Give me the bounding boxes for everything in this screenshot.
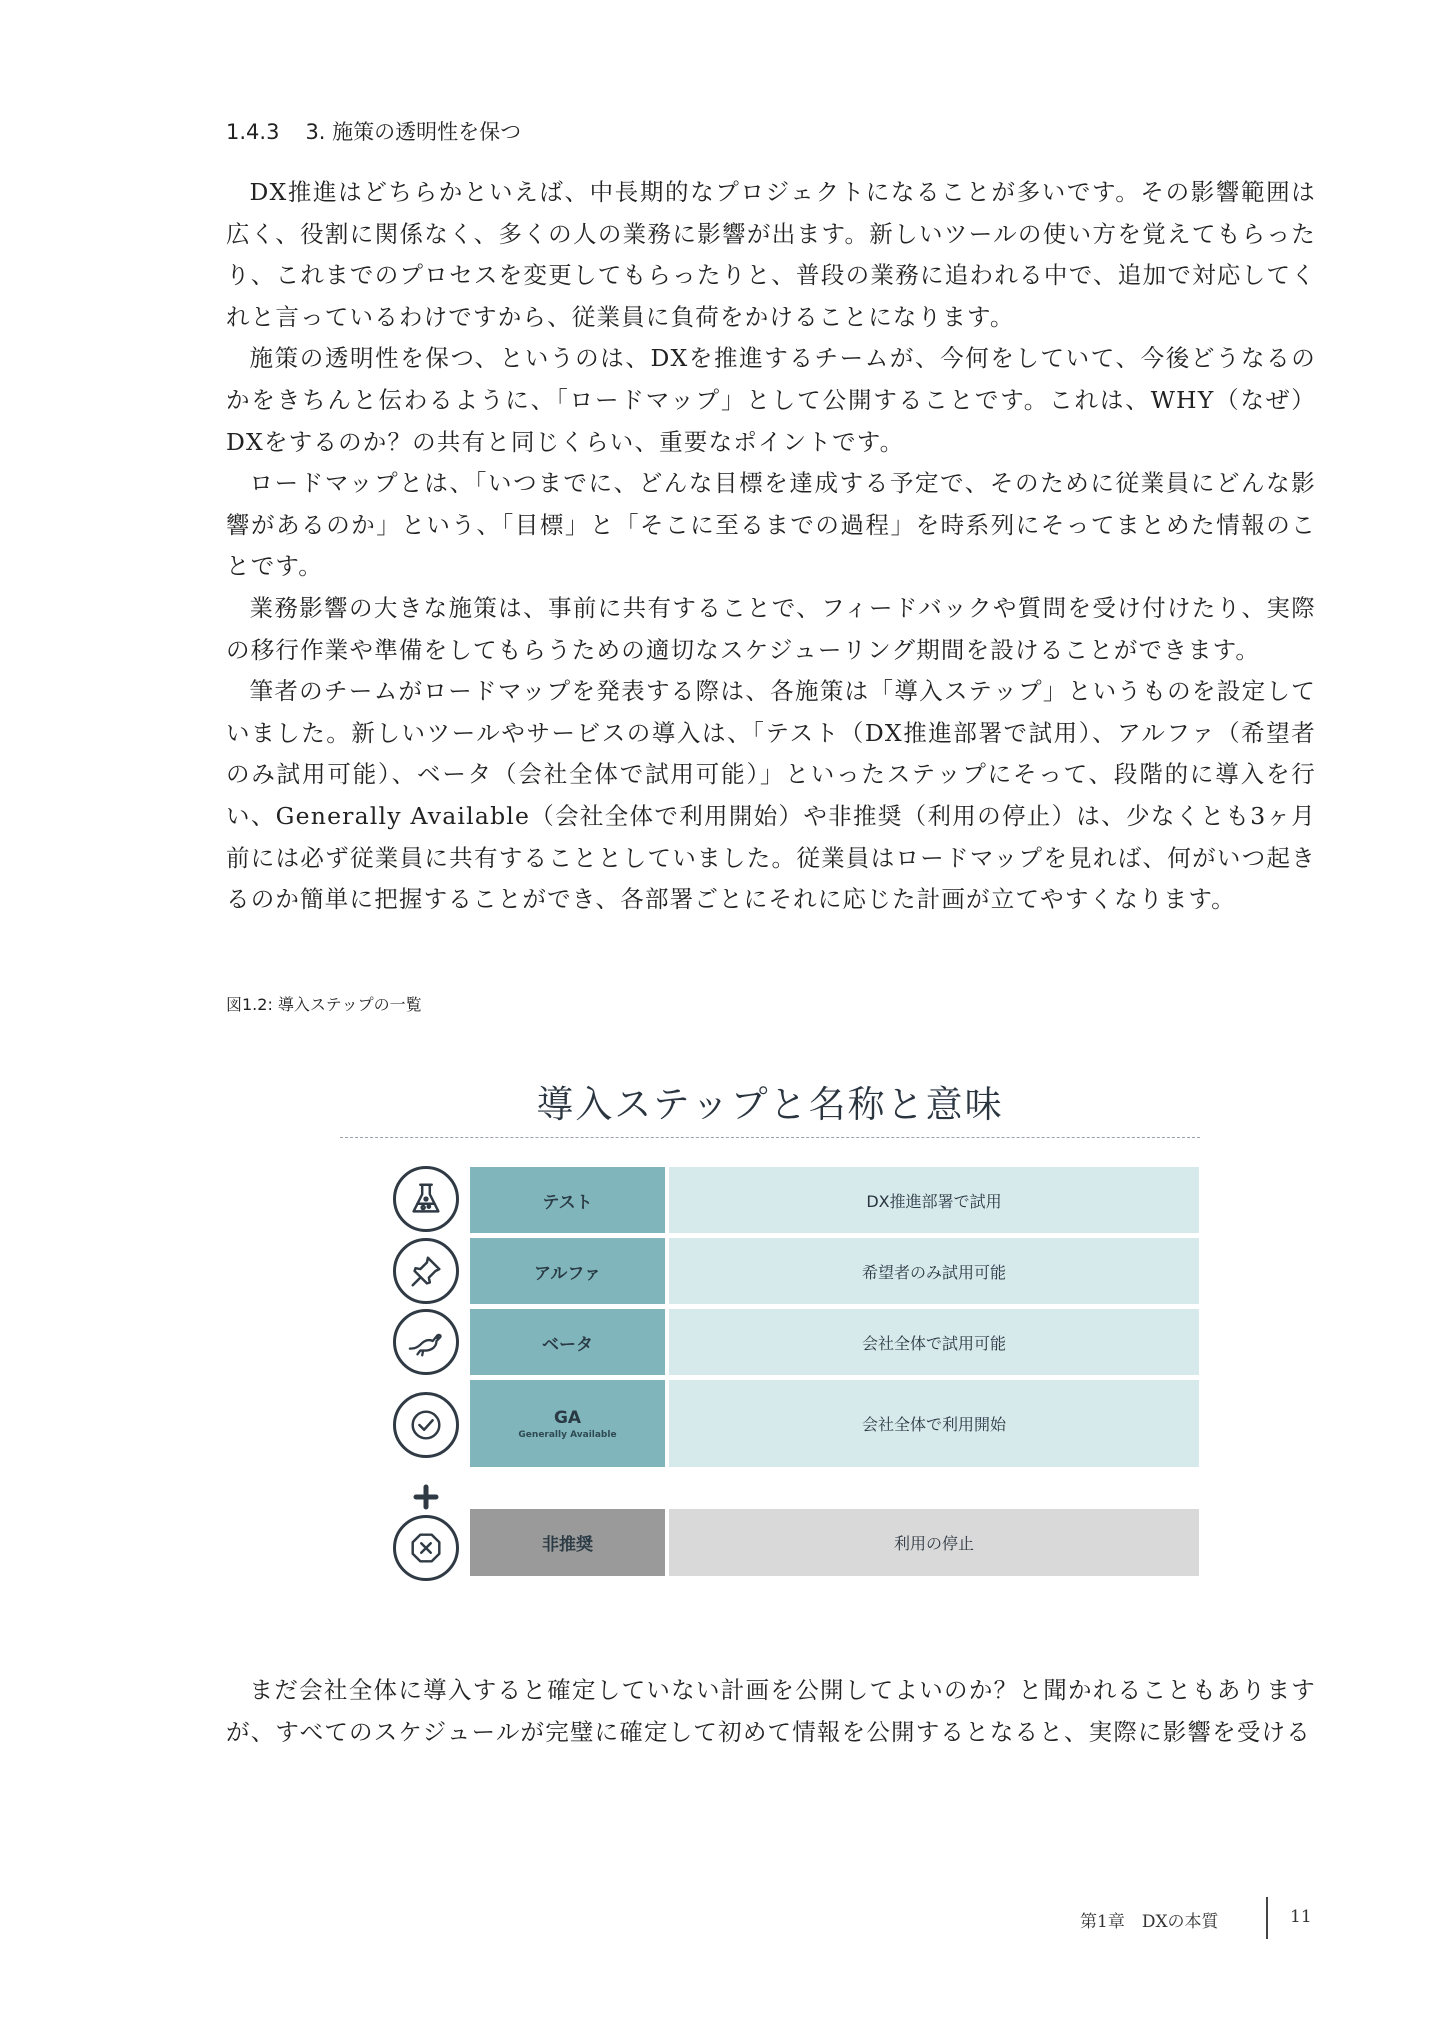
body-text-top (226, 172, 1316, 921)
step-meaning-beta: 会社全体で試用可能 (669, 1309, 1199, 1375)
step-label-test: テスト (470, 1167, 665, 1233)
paragraph: まだ会社全体に導入すると確定していない計画を公開してよいのか？と聞かれることもありますが、すべてのスケジュールが完璧に確定して初めて情報を公開するとなると、実際に影響を受ける (226, 1676, 1316, 1746)
paragraph: 筆者のチームがロードマップを発表する際は、各施策は「導入ステップ」というものを設定していました。新しいツールやサービスの導入は、「テスト（DX推進部署で試用）、アルファ（希望者のみ試用可能）、ベータ（会社全体で試用可能）」といったステップにそって、段階的に導入を行い、Generally Available（会社全体で利用開始）や非推奨（利用の停止）は、少なくとも3ヶ月前には必ず従業員に共有することとしていました。従業員はロードマップを見れば、何がいつ起きるのか簡単に把握することができ、各部署ごとにそれに応じた計画が立てやすくなります。 (226, 677, 1316, 914)
footer-chapter: 第1章 DXの本質 (1080, 1912, 1219, 1932)
x-octagon-icon (393, 1515, 459, 1581)
pushpin-icon (393, 1238, 459, 1304)
step-meaning-deprecated: 利用の停止 (669, 1509, 1199, 1576)
page-number: 11 (1290, 1907, 1312, 1927)
step-label-ga-sub: Generally Available (518, 1429, 617, 1440)
body-text-bottom (226, 1670, 1316, 1753)
flask-icon (393, 1166, 459, 1232)
step-label-beta: ベータ (470, 1309, 665, 1375)
paragraph: DX推進はどちらかといえば、中長期的なプロジェクトになることが多いです。その影響範囲は広く、役割に関係なく、多くの人の業務に影響が出ます。新しいツールの使い方を覚えてもらったり、これまでのプロセスを変更してもらったりと、普段の業務に追われる中で、追加で対応してくれと言っているわけですから、従業員に負荷をかけることになります。 (226, 178, 1316, 331)
section-number: 1.4.3 (226, 120, 280, 144)
plus-icon (413, 1484, 439, 1510)
figure-title: 導入ステップと名称と意味 (536, 1083, 1004, 1126)
paragraph: 施策の透明性を保つ、というのは、DXを推進するチームが、今何をしていて、今後どうなるのかをきちんと伝わるように、「ロードマップ」として公開することです。これは、WHY（なぜ）DXをするのか？の共有と同じくらい、重要なポイントです。 (226, 344, 1316, 456)
section-title: 3. 施策の透明性を保つ (305, 120, 522, 144)
check-circle-icon (393, 1392, 459, 1458)
step-label-deprecated: 非推奨 (470, 1509, 665, 1576)
bird-icon (393, 1309, 459, 1375)
figure-caption: 図1.2: 導入ステップの一覧 (226, 995, 422, 1014)
section-heading (226, 116, 521, 146)
steps-figure (340, 1060, 1200, 1580)
step-label-ga (470, 1380, 665, 1467)
paragraph: 業務影響の大きな施策は、事前に共有することで、フィードバックや質問を受け付けたり、実際の移行作業や準備をしてもらうための適切なスケジューリング期間を設けることができます。 (226, 593, 1316, 664)
footer-divider (1266, 1897, 1268, 1939)
paragraph: ロードマップとは、「いつまでに、どんな目標を達成する予定で、そのために従業員にどんな影響があるのか」という、「目標」と「そこに至るまでの過程」を時系列にそってまとめた情報のことです。 (226, 469, 1316, 581)
figure-title-divider (340, 1137, 1200, 1138)
step-label-alpha: アルファ (470, 1238, 665, 1304)
step-meaning-alpha: 希望者のみ試用可能 (669, 1238, 1199, 1304)
step-meaning-ga: 会社全体で利用開始 (669, 1380, 1199, 1467)
step-meaning-test: DX推進部署で試用 (669, 1167, 1199, 1233)
step-label-ga-main: GA (553, 1407, 582, 1428)
